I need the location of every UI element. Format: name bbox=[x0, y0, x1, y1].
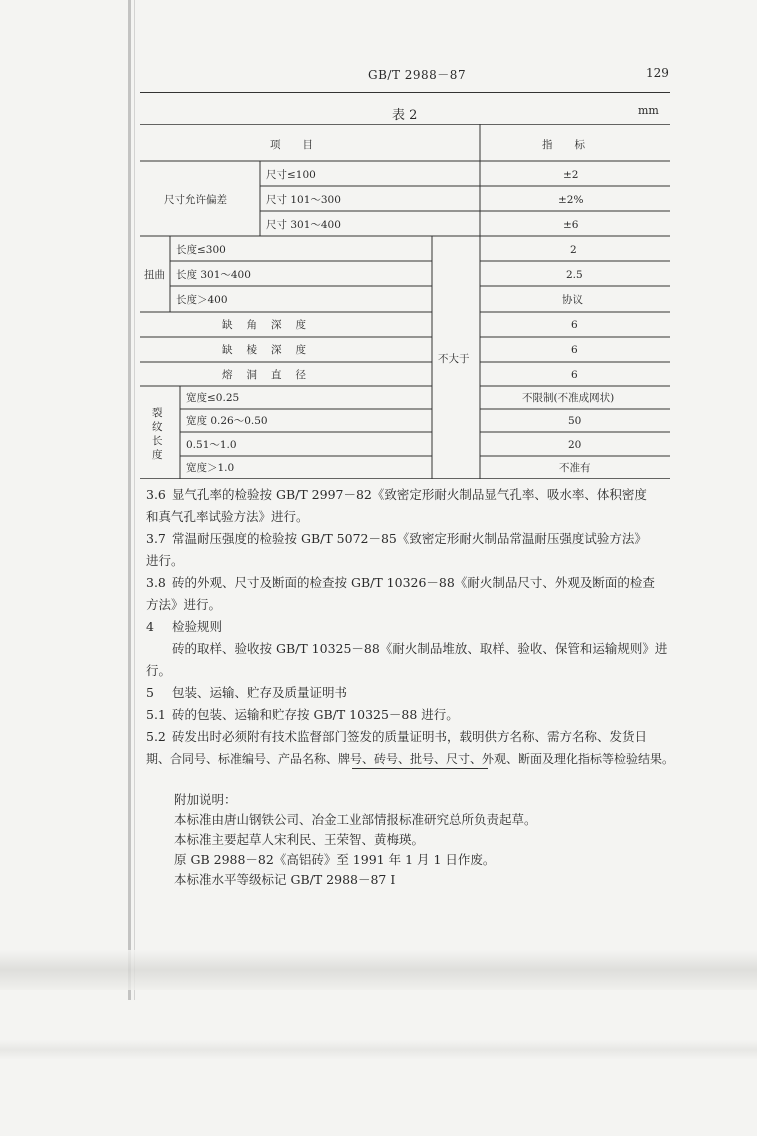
clause-3-6 bbox=[146, 484, 686, 528]
section-title: 检验规则 bbox=[172, 619, 223, 634]
not-greater-label: 不大于 bbox=[438, 353, 470, 365]
section-4-heading bbox=[146, 616, 686, 638]
binding-shadow-inner bbox=[134, 0, 135, 1000]
scan-fold-shadow bbox=[0, 950, 757, 990]
spec-table bbox=[140, 124, 670, 479]
clause-text: 砖的取样、验收按 GB/T 10325－88《耐火制品堆放、取样、验收、保管和运输规则》进 bbox=[172, 641, 668, 656]
crack-row-label: 宽度≤0.25 bbox=[186, 392, 240, 404]
clause-4-body bbox=[146, 638, 686, 682]
single-row-label: 熔洞直径 bbox=[222, 369, 320, 381]
dim-row-value: ±2% bbox=[558, 194, 584, 206]
warp-row-value: 2.5 bbox=[566, 269, 583, 281]
appendix-line: 本标准水平等级标记 GB/T 2988－87 I bbox=[174, 872, 396, 887]
appendix-line: 本标准主要起草人宋利民、王荣智、黄梅瑛。 bbox=[174, 832, 425, 847]
clause-5-1 bbox=[146, 704, 686, 726]
section-number: 4 bbox=[146, 619, 154, 634]
warp-row-value: 2 bbox=[570, 244, 577, 256]
crack-row-value: 50 bbox=[568, 415, 582, 427]
appendix-title: 附加说明： bbox=[174, 792, 237, 807]
crack-group-label-part: 长 bbox=[152, 435, 163, 447]
scan-fold-shadow-lower bbox=[0, 1040, 757, 1060]
crack-row-value: 20 bbox=[568, 439, 582, 451]
warp-row-label: 长度 301～400 bbox=[176, 269, 251, 281]
section-number: 5 bbox=[146, 685, 154, 700]
dim-row-label: 尺寸 301～400 bbox=[266, 219, 341, 231]
dim-row-label: 尺寸 101～300 bbox=[266, 194, 341, 206]
single-row-label: 缺角深度 bbox=[222, 319, 320, 331]
clause-text: 方法》进行。 bbox=[146, 597, 222, 612]
warp-row-label: 长度＞400 bbox=[176, 294, 228, 306]
warp-row-label: 长度≤300 bbox=[176, 244, 226, 256]
single-row-value: 6 bbox=[571, 319, 578, 331]
appendix-line: 本标准由唐山钢铁公司、冶金工业部情报标准研究总所负责起草。 bbox=[174, 812, 537, 827]
header-rule bbox=[140, 92, 670, 93]
crack-group-label-part: 裂 bbox=[152, 407, 163, 419]
crack-row-value: 不限制(不准成网状) bbox=[522, 392, 615, 404]
appendix-line: 原 GB 2988－82《高铝砖》至 1991 年 1 月 1 日作废。 bbox=[174, 852, 496, 867]
single-row-value: 6 bbox=[571, 344, 578, 356]
table-unit: mm bbox=[638, 104, 659, 117]
clause-text: 行。 bbox=[146, 663, 172, 678]
clause-text: 进行。 bbox=[146, 553, 184, 568]
clause-5-2 bbox=[146, 726, 686, 770]
clause-text: 砖的包装、运输和贮存按 GB/T 10325－88 进行。 bbox=[172, 707, 459, 722]
appendix-separator bbox=[352, 768, 488, 769]
page-number: 129 bbox=[646, 66, 669, 80]
clause-number: 5.1 bbox=[146, 707, 166, 722]
clause-number: 3.8 bbox=[146, 575, 166, 590]
clause-number: 3.6 bbox=[146, 487, 166, 502]
clause-3-7 bbox=[146, 528, 686, 572]
clause-text: 和真气孔率试验方法》进行。 bbox=[146, 509, 309, 524]
warp-row-value: 协议 bbox=[562, 294, 583, 306]
dim-group-label: 尺寸允许偏差 bbox=[164, 194, 227, 206]
dim-row-label: 尺寸≤100 bbox=[266, 169, 316, 181]
single-row-value: 6 bbox=[571, 369, 578, 381]
single-row-label: 缺棱深度 bbox=[222, 344, 320, 356]
section-title: 包装、运输、贮存及质量证明书 bbox=[172, 685, 348, 700]
warp-group-label: 扭曲 bbox=[144, 269, 165, 281]
clause-text: 显气孔率的检验按 GB/T 2997－82《致密定形耐火制品显气孔率、吸水率、体积密度 bbox=[172, 487, 647, 502]
dim-row-value: ±6 bbox=[563, 219, 579, 231]
table-caption: 表 2 bbox=[392, 108, 418, 123]
crack-group-label-part: 纹 bbox=[152, 421, 163, 433]
crack-group-label-part: 度 bbox=[152, 449, 163, 461]
clause-text: 砖的外观、尺寸及断面的检查按 GB/T 10326－88《耐火制品尺寸、外观及断面的检查 bbox=[172, 575, 655, 590]
crack-row-value: 不准有 bbox=[559, 462, 591, 474]
section-5-heading bbox=[146, 682, 686, 704]
clause-text: 期、合同号、标准编号、产品名称、牌号、砖号、批号、尺寸、外观、断面及理化指标等检验结果。 bbox=[146, 752, 675, 766]
clause-text: 砖发出时必须附有技术监督部门签发的质量证明书，载明供方名称、需方名称、发货日 bbox=[172, 729, 648, 744]
standard-code: GB/T 2988－87 bbox=[368, 68, 467, 82]
clause-text: 常温耐压强度的检验按 GB/T 5072－85《致密定形耐火制品常温耐压强度试验方法》 bbox=[172, 531, 647, 546]
dim-row-value: ±2 bbox=[563, 169, 579, 181]
head-item: 项目 bbox=[270, 139, 335, 151]
crack-row-label: 宽度＞1.0 bbox=[186, 462, 235, 474]
crack-row-label: 0.51～1.0 bbox=[186, 439, 237, 451]
clause-number: 3.7 bbox=[146, 531, 166, 546]
clause-3-8 bbox=[146, 572, 686, 616]
head-index: 指标 bbox=[542, 139, 607, 151]
binding-shadow bbox=[128, 0, 131, 1000]
crack-row-label: 宽度 0.26～0.50 bbox=[186, 415, 268, 427]
clause-number: 5.2 bbox=[146, 729, 166, 744]
